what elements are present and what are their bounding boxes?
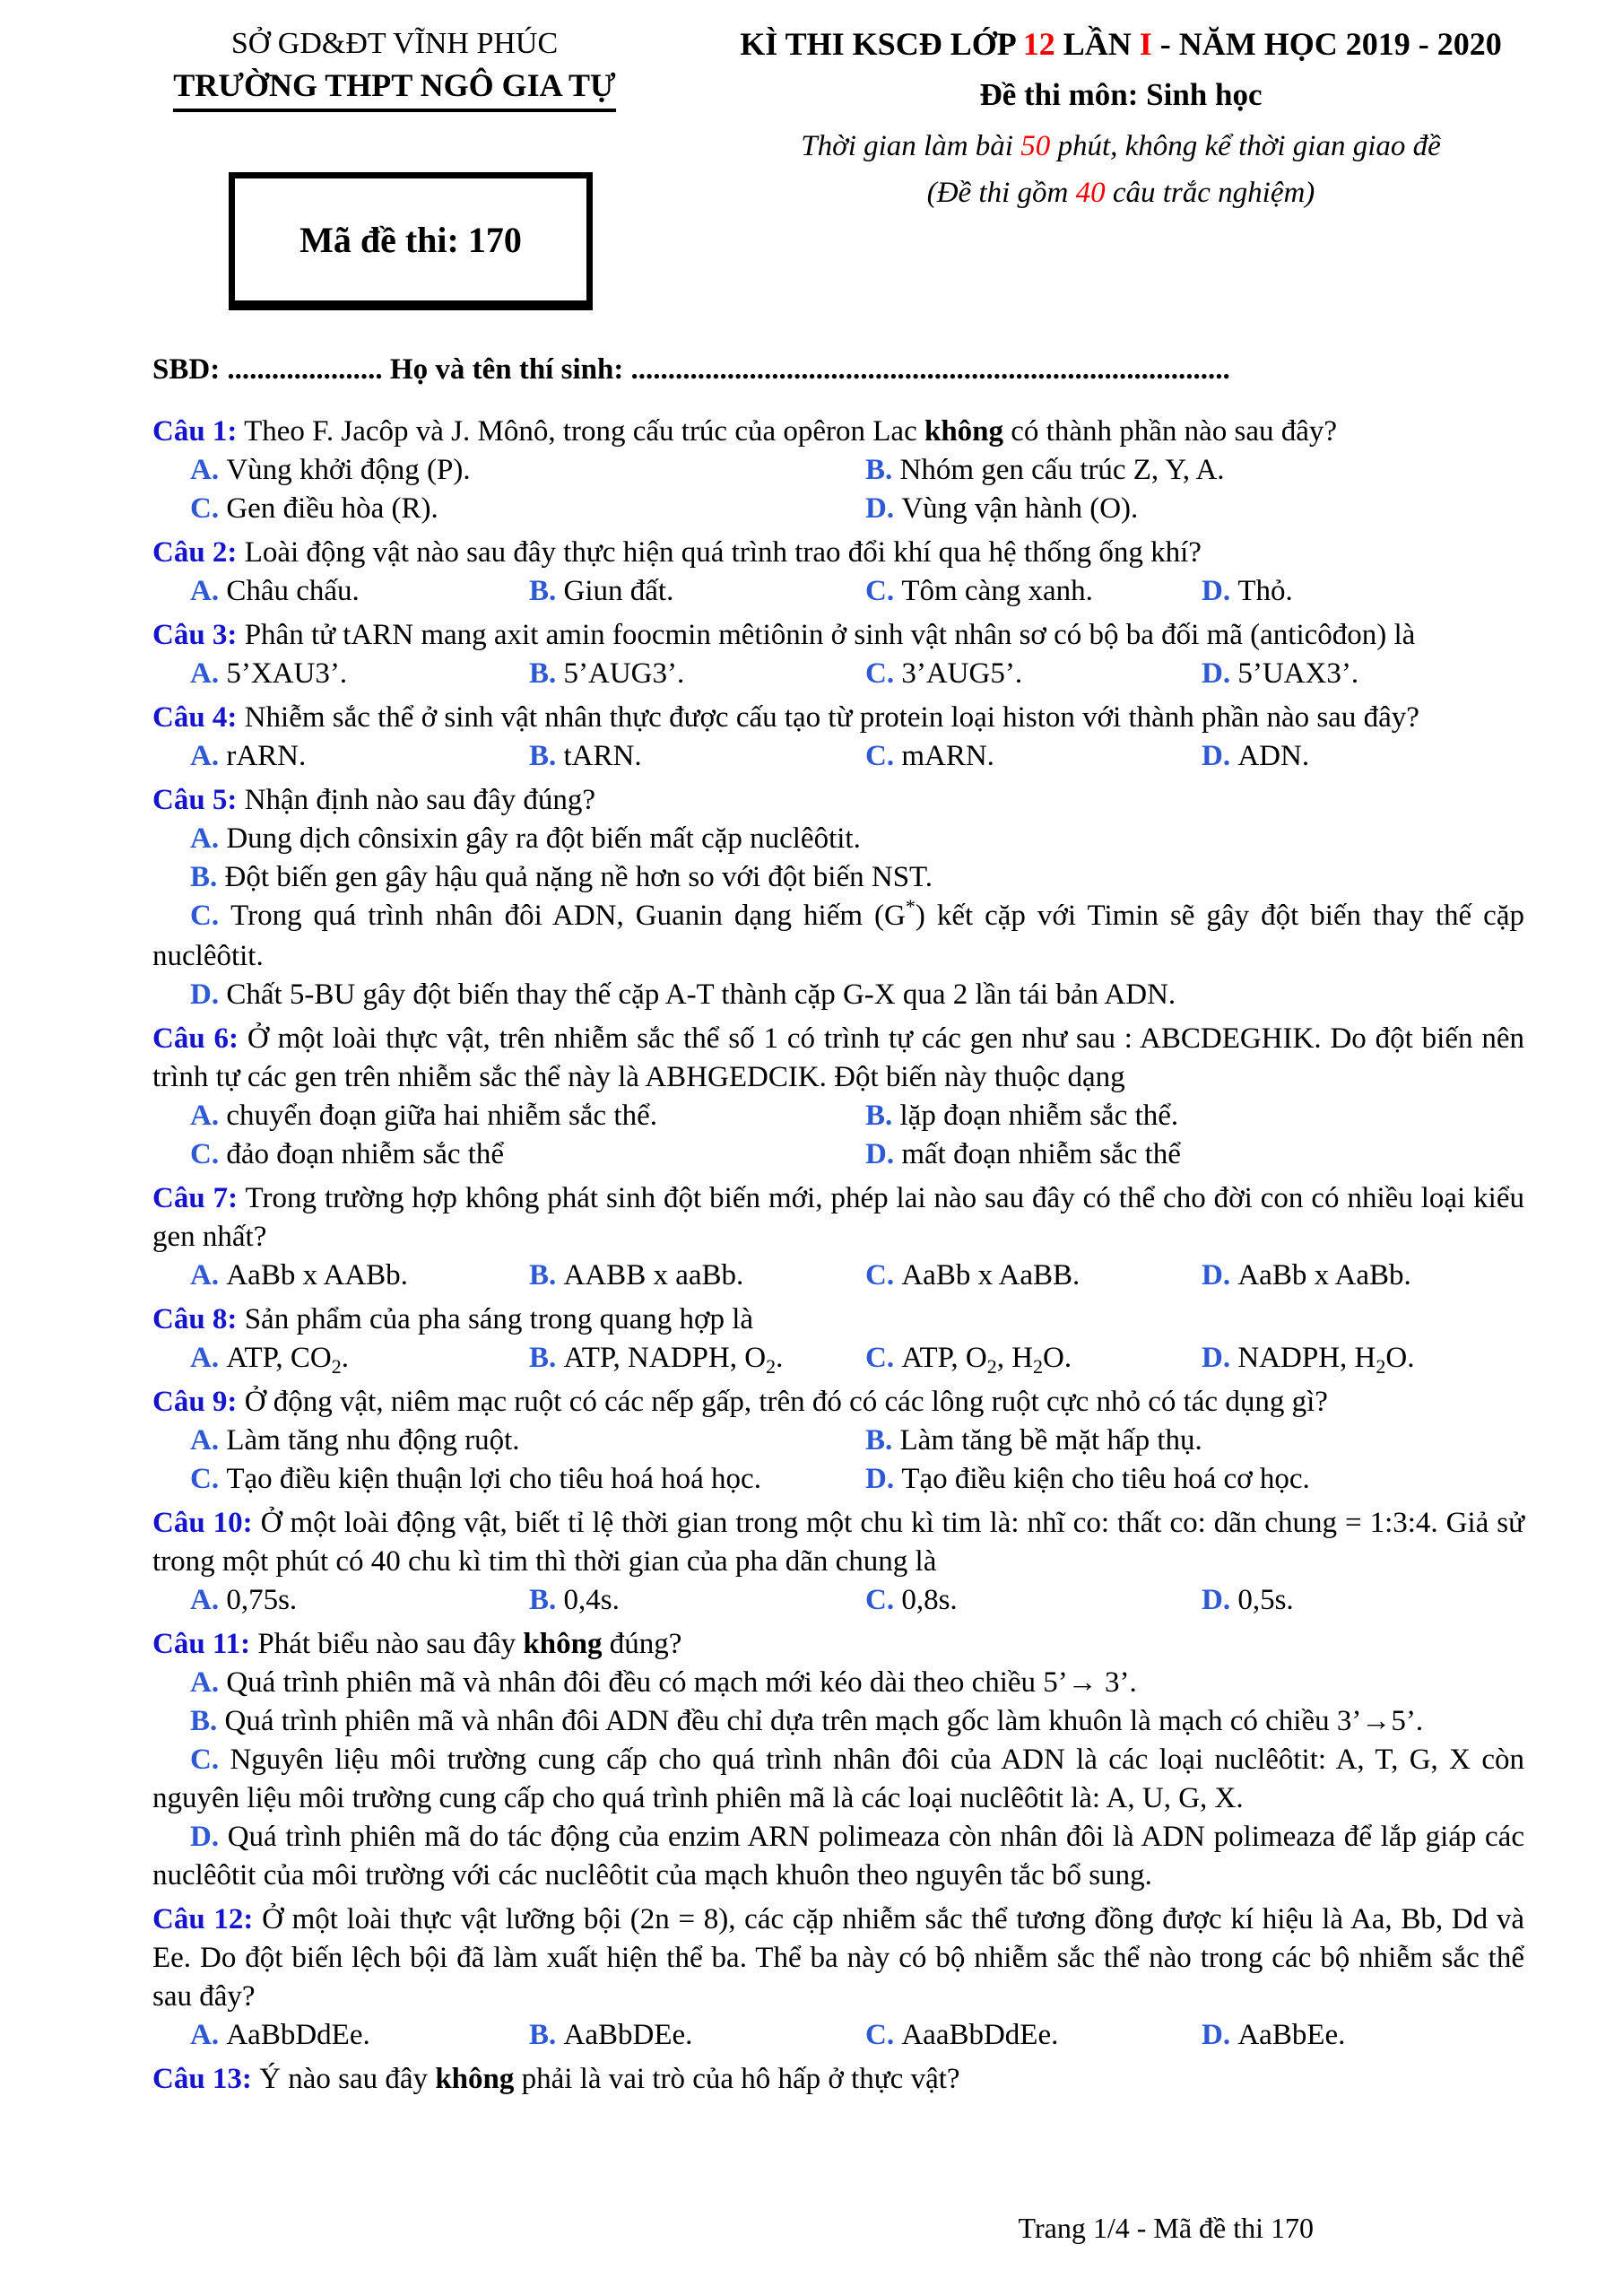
exam-code-box [229,172,593,310]
question-1-option-b [865,451,1225,490]
text-segment: D. [865,1138,902,1170]
text-segment: không [523,1628,603,1660]
question-5-body [237,784,595,816]
question-12-option-c [865,2016,1058,2055]
text-segment: Trong quá trình nhân đôi ADN, Guanin dạng hiếm (G [230,900,906,932]
footer-page-info: Trang 1/4 - Mã đề thi 170 [1018,2212,1314,2244]
question-10-option-d [1202,1581,1294,1620]
question-5-label: Câu 5: [152,784,238,816]
text-segment: C. [865,1259,902,1292]
text-segment: Châu chấu. [226,575,360,607]
text-segment: Quá trình phiên mã và nhân đôi đều có mạch mới kéo dài theo chiều 5’→ 3’. [226,1666,1137,1699]
text-segment: 5’XAU3’. [226,657,348,690]
text-segment: B. [529,1584,564,1616]
text-segment: . [341,1342,349,1374]
text-segment: Thỏ. [1237,575,1293,607]
text-segment: C. [865,1584,902,1616]
text-segment: ATP, O [901,1342,987,1374]
text-segment: A. [190,1584,227,1616]
text-segment: Đột biến gen gây hậu quả nặng nề hơn so với đột biến NST. [224,861,933,893]
text-segment: 2 [766,1355,777,1378]
question-6-option-b [865,1097,1178,1135]
question-4-option-b [529,737,642,776]
text-segment: A. [190,1424,227,1457]
text-segment: AaBb x AaBb. [1237,1259,1411,1292]
text-segment: B. [529,1342,564,1374]
exam-duration [699,127,1542,165]
text-segment: 3’AUG5’. [901,657,1023,690]
question-3-body [237,619,1415,651]
question-12-text [152,1900,1524,2016]
question-12-body [152,1903,1524,2013]
question-6-label: Câu 6: [152,1022,239,1055]
text-segment: Ý nào sau đây [251,2063,436,2095]
text-segment: D. [1202,2019,1238,2051]
question-9-option-b [865,1422,1202,1460]
text-segment: ) kết cặp với Timin sẽ gây đột biến thay thế cặp nuclêôtit. [152,900,1524,972]
question-7-body [152,1182,1524,1253]
question-1-body [237,415,1337,448]
question-10 [152,1504,1524,1620]
question-6-option-c [190,1135,504,1174]
text-segment: - NĂM HỌC 2019 - 2020 [1151,26,1502,62]
text-segment: B. [865,1424,900,1457]
question-2-text [152,534,1524,572]
text-segment: O. [1385,1342,1415,1374]
text-segment: B. [529,2019,564,2051]
text-segment: AaaBbDdEe. [901,2019,1059,2051]
question-8-option-c [865,1339,1072,1379]
question-9 [152,1383,1524,1499]
text-segment: AaBbDEe. [563,2019,693,2051]
text-segment: A. [190,1100,227,1132]
text-segment: 5’UAX3’. [1237,657,1359,690]
text-segment: C. [865,575,902,607]
question-9-label: Câu 9: [152,1386,238,1418]
text-segment: C. [865,657,902,690]
text-segment: Ở một loài thực vật, trên nhiễm sắc thể số 1 có trình tự các gen như sau : ABCDEGHIK. Do đột biến nên trình tự các gen trên nhiễm sắc thể này là ABHGEDCIK. Đột biến này thuộc dạng [152,1022,1524,1093]
question-13-body [252,2063,960,2095]
text-segment: B. [529,657,564,690]
question-1-option-a [190,451,471,490]
text-segment: Ở một loài động vật, biết tỉ lệ thời gian trong một chu kì tim là: nhĩ co: thất co: dãn chung = 1:3:4. Giả sử trong một phút có 40 chu kì tim thì thời gian của pha dãn chung là [152,1507,1524,1578]
header-left-block [126,23,664,112]
question-1-options-row-1 [152,451,1524,490]
text-segment: chuyển đoạn giữa hai nhiễm sắc thể. [226,1100,657,1132]
text-segment: Phát biểu nào sau đây [250,1628,524,1660]
question-2-option-d [1202,572,1293,611]
text-segment: lặp đoạn nhiễm sắc thể. [899,1100,1179,1132]
text-segment: C. [865,740,902,772]
question-12 [152,1900,1524,2055]
text-segment: 2 [986,1355,997,1378]
question-4-label: Câu 4: [152,701,238,734]
text-segment: Tôm càng xanh. [901,575,1093,607]
question-2-options-row [152,572,1524,611]
text-segment: AaBb x AABb. [226,1259,408,1292]
text-segment: 2 [1033,1355,1044,1378]
question-8 [152,1300,1524,1378]
question-3-option-c [865,655,1022,693]
question-10-label: Câu 10: [152,1507,253,1539]
text-segment: A. [190,822,227,855]
text-segment: Loài động vật nào sau đây thực hiện quá trình trao đổi khí qua hệ thống ống khí? [237,536,1202,569]
question-12-option-a [190,2016,370,2055]
question-8-options-row [152,1339,1524,1378]
question-2-option-c [865,572,1093,611]
text-segment: 40 [1075,177,1106,209]
text-segment: AABB x aaBb. [563,1259,744,1292]
question-7-label: Câu 7: [152,1182,239,1214]
question-1-option-c [190,490,438,528]
text-segment: AaBbEe. [1237,2019,1346,2051]
text-segment: Tạo điều kiện cho tiêu hoá cơ học. [901,1463,1310,1495]
text-segment: D. [190,978,227,1011]
question-12-label: Câu 12: [152,1903,254,1935]
text-segment: Nhóm gen cấu trúc Z, Y, A. [899,454,1225,486]
text-segment: D. [190,1821,228,1853]
question-11 [152,1625,1524,1895]
question-5 [152,781,1524,1014]
text-segment: B. [865,454,900,486]
student-id-name-line: SBD: ..................... Họ và tên thí sinh: ................................................................................. [152,353,1230,386]
question-12-options-row [152,2016,1524,2055]
question-11-option-a [152,1664,1524,1702]
question-9-option-a [190,1422,520,1460]
question-10-option-b [529,1581,620,1620]
text-segment: đúng? [602,1628,682,1660]
question-11-option-c [152,1741,1524,1818]
text-segment: Vùng khởi động (P). [226,454,471,486]
question-10-option-a [190,1581,297,1620]
text-segment: KÌ THI KSCĐ LỚP [740,26,1023,62]
question-9-options-row-1 [152,1422,1524,1460]
question-5-option-a [152,820,1524,858]
text-segment: 0,8s. [901,1584,958,1616]
text-segment: Ở một loài thực vật lưỡng bội (2n = 8), các cặp nhiễm sắc thể tương đồng được kí hiệu là Aa, Bb, Dd và Ee. Do đột biến lệch bội đã làm xuất hiện thể ba. Thể ba này có bộ nhiễm sắc thể nào trong các bộ nhiễm sắc thể sau đây? [152,1903,1524,2013]
question-5-text [152,781,1524,820]
question-6-option-a [190,1097,657,1135]
text-segment: A. [190,1342,227,1374]
text-segment: (Đề thi gồm [926,177,1076,209]
text-segment: 0,5s. [1237,1584,1294,1616]
text-segment: C. [865,2019,902,2051]
text-segment: A. [190,454,227,486]
text-segment: không [435,2063,515,2095]
question-5-option-b [152,858,1524,897]
question-2 [152,534,1524,611]
department-name: SỞ GD&ĐT VĨNH PHÚC [230,27,559,60]
text-segment: Quá trình phiên mã và nhân đôi ADN đều chỉ dựa trên mạch gốc làm khuôn là mạch có chiều 3’→5’. [224,1705,1424,1737]
text-segment: C. [190,492,227,525]
question-7-option-b [529,1257,743,1295]
question-11-body [250,1628,681,1660]
text-segment: Tạo điều kiện thuận lợi cho tiêu hoá hoá học. [226,1463,761,1495]
question-7-option-c [865,1257,1080,1295]
text-segment: AaBb x AaBB. [901,1259,1081,1292]
text-segment: LẦN [1055,26,1140,62]
text-segment: B. [865,1100,900,1132]
text-segment: 2 [1376,1355,1386,1378]
text-segment: Theo F. Jacôp và J. Mônô, trong cấu trúc của opêron Lac [237,415,924,448]
text-segment: ATP, CO [226,1342,332,1374]
question-3-label: Câu 3: [152,619,238,651]
text-segment: có thành phần nào sau đây? [1003,415,1338,448]
text-segment: * [905,895,916,918]
text-segment: Sản phẩm của pha sáng trong quang hợp là [237,1303,754,1335]
question-11-label: Câu 11: [152,1628,251,1660]
question-2-body [237,536,1201,569]
text-segment: Gen điều hòa (R). [226,492,438,525]
question-6-body [152,1022,1524,1093]
text-segment: . [776,1342,784,1374]
text-segment: 0,4s. [563,1584,620,1616]
text-segment: D. [1202,575,1238,607]
question-9-option-c [190,1460,761,1499]
text-segment: A. [190,1666,227,1699]
text-segment: Làm tăng nhu động ruột. [226,1424,520,1457]
question-8-text [152,1300,1524,1339]
question-8-body [237,1303,753,1335]
text-segment: B. [529,740,564,772]
question-11-text [152,1625,1524,1664]
question-12-option-b [529,2016,692,2055]
question-6-options-row-2 [152,1135,1524,1174]
question-3-options-row [152,655,1524,693]
text-segment: Chất 5-BU gây đột biến thay thế cặp A-T thành cặp G-X qua 2 lần tái bản ADN. [226,978,1176,1011]
text-segment: câu trắc nghiệm) [1105,177,1315,209]
text-segment: Nguyên liệu môi trường cung cấp cho quá trình nhân đôi của ADN là các loại nuclêôtit: A, T, G, X còn nguyên liệu môi trường cung cấp cho quá trình phiên mã là các loại nuclêôtit là: A, U, G, X. [152,1744,1524,1814]
text-segment: D. [865,492,902,525]
text-segment: A. [190,740,227,772]
question-9-text [152,1383,1524,1422]
question-4-option-c [865,737,994,776]
text-segment: Thời gian làm bài [801,130,1021,162]
text-segment: B. [190,1705,225,1737]
question-5-option-d [152,976,1524,1014]
question-2-label: Câu 2: [152,536,238,569]
text-segment: Phân tử tARN mang axit amin foocmin mêtiônin ở sinh vật nhân sơ có bộ ba đối mã (anticôđon) là [237,619,1416,651]
text-segment: ATP, NADPH, O [563,1342,767,1374]
text-segment: 50 [1020,130,1051,162]
text-segment: mất đoạn nhiễm sắc thể [901,1138,1181,1170]
question-6 [152,1020,1524,1174]
question-11-option-b [152,1702,1524,1741]
text-segment: O. [1043,1342,1072,1374]
question-5-option-c [152,897,1524,976]
text-segment: Làm tăng bề mặt hấp thụ. [899,1424,1202,1457]
question-11-option-d [152,1818,1524,1895]
question-7-option-a [190,1257,408,1295]
question-1-option-d [865,490,1138,528]
question-12-option-d [1202,2016,1345,2055]
text-segment: B. [529,1259,564,1292]
question-1-label: Câu 1: [152,415,238,448]
question-10-text [152,1504,1524,1581]
text-segment: Vùng vận hành (O). [901,492,1139,525]
exam-code-label: Mã đề thi: 170 [299,219,522,260]
question-13-text [152,2060,1524,2099]
question-1 [152,413,1524,528]
header-right-block [699,23,1542,212]
question-4-body [237,701,1419,734]
text-segment: D. [1202,1342,1238,1374]
question-9-option-d [865,1460,1310,1499]
school-name: TRƯỜNG THPT NGÔ GIA TỰ [173,65,615,112]
text-segment: B. [190,861,225,893]
text-segment: 5’AUG3’. [563,657,685,690]
text-segment: , H [996,1342,1034,1374]
text-segment: Dung dịch cônsixin gây ra đột biến mất cặp nuclêôtit. [226,822,861,855]
text-segment: không [924,415,1004,448]
question-8-option-a [190,1339,349,1379]
text-segment: Giun đất. [563,575,674,607]
text-segment: 0,75s. [226,1584,298,1616]
question-list [152,413,1524,2099]
exam-header [0,0,1623,345]
question-3-option-d [1202,655,1358,693]
question-10-body [152,1507,1524,1578]
question-8-option-b [529,1339,783,1379]
exam-note [699,174,1542,212]
text-segment: I [1139,26,1152,62]
question-4-option-d [1202,737,1309,776]
question-8-option-d [1202,1339,1414,1379]
question-3 [152,616,1524,693]
question-4-text [152,699,1524,737]
exam-subject: Đề thi môn: Sinh học [979,77,1263,112]
question-4 [152,699,1524,776]
text-segment: mARN. [901,740,994,772]
question-3-option-b [529,655,684,693]
text-segment: C. [190,1744,230,1776]
question-6-text [152,1020,1524,1097]
text-segment: AaBbDdEe. [226,2019,370,2051]
text-segment: đảo đoạn nhiễm sắc thể [226,1138,505,1170]
question-2-option-a [190,572,360,611]
text-segment: phải là vai trò của hô hấp ở thực vật? [514,2063,960,2095]
text-segment: Ở động vật, niêm mạc ruột có các nếp gấp, trên đó có các lông ruột cực nhỏ có tác dụng gì? [237,1386,1328,1418]
text-segment: Quá trình phiên mã do tác động của enzim ARN polimeaza còn nhân đôi là ADN polimeaza để lắp giáp các nuclêôtit của môi trường với các nuclêôtit của mạch khuôn theo nguyên tắc bổ sung. [152,1821,1524,1892]
text-segment: ADN. [1237,740,1310,772]
question-13-label: Câu 13: [152,2063,252,2095]
text-segment: C. [865,1342,902,1374]
text-segment: 2 [331,1355,342,1378]
question-7-text [152,1179,1524,1257]
text-segment: B. [529,575,564,607]
question-13 [152,2060,1524,2099]
text-segment: D. [865,1463,902,1495]
question-7 [152,1179,1524,1295]
question-6-option-d [865,1135,1181,1174]
text-segment: D. [1202,657,1238,690]
text-segment: Nhận định nào sau đây đúng? [237,784,596,816]
question-10-option-c [865,1581,958,1620]
text-segment: C. [190,1138,227,1170]
question-2-option-b [529,572,673,611]
text-segment: C. [190,1463,227,1495]
text-segment: A. [190,2019,227,2051]
text-segment: A. [190,575,227,607]
question-4-option-a [190,737,306,776]
question-9-body [237,1386,1327,1418]
question-1-options-row-2 [152,490,1524,528]
text-segment: Nhiễm sắc thể ở sinh vật nhân thực được cấu tạo từ protein loại histon với thành phần nào sau đây? [237,701,1419,734]
text-segment: rARN. [226,740,307,772]
text-segment: D. [1202,1584,1238,1616]
question-3-text [152,616,1524,655]
text-segment: D. [1202,740,1238,772]
text-segment: A. [190,657,227,690]
question-4-options-row [152,737,1524,776]
text-segment: NADPH, H [1237,1342,1376,1374]
question-3-option-a [190,655,347,693]
question-8-label: Câu 8: [152,1303,238,1335]
text-segment: A. [190,1259,227,1292]
question-7-options-row [152,1257,1524,1295]
question-1-text [152,413,1524,451]
question-6-options-row-1 [152,1097,1524,1135]
question-7-option-d [1202,1257,1411,1295]
exam-title [699,23,1542,65]
text-segment: Trong trường hợp không phát sinh đột biến mới, phép lai nào sau đây có thể cho đời con có nhiều loại kiểu gen nhất? [152,1182,1524,1253]
text-segment: phút, không kể thời gian giao đề [1050,130,1441,162]
text-segment: C. [190,900,231,932]
text-segment: D. [1202,1259,1238,1292]
text-segment: tARN. [563,740,642,772]
text-segment: 12 [1022,26,1055,62]
question-10-options-row [152,1581,1524,1620]
question-9-options-row-2 [152,1460,1524,1499]
